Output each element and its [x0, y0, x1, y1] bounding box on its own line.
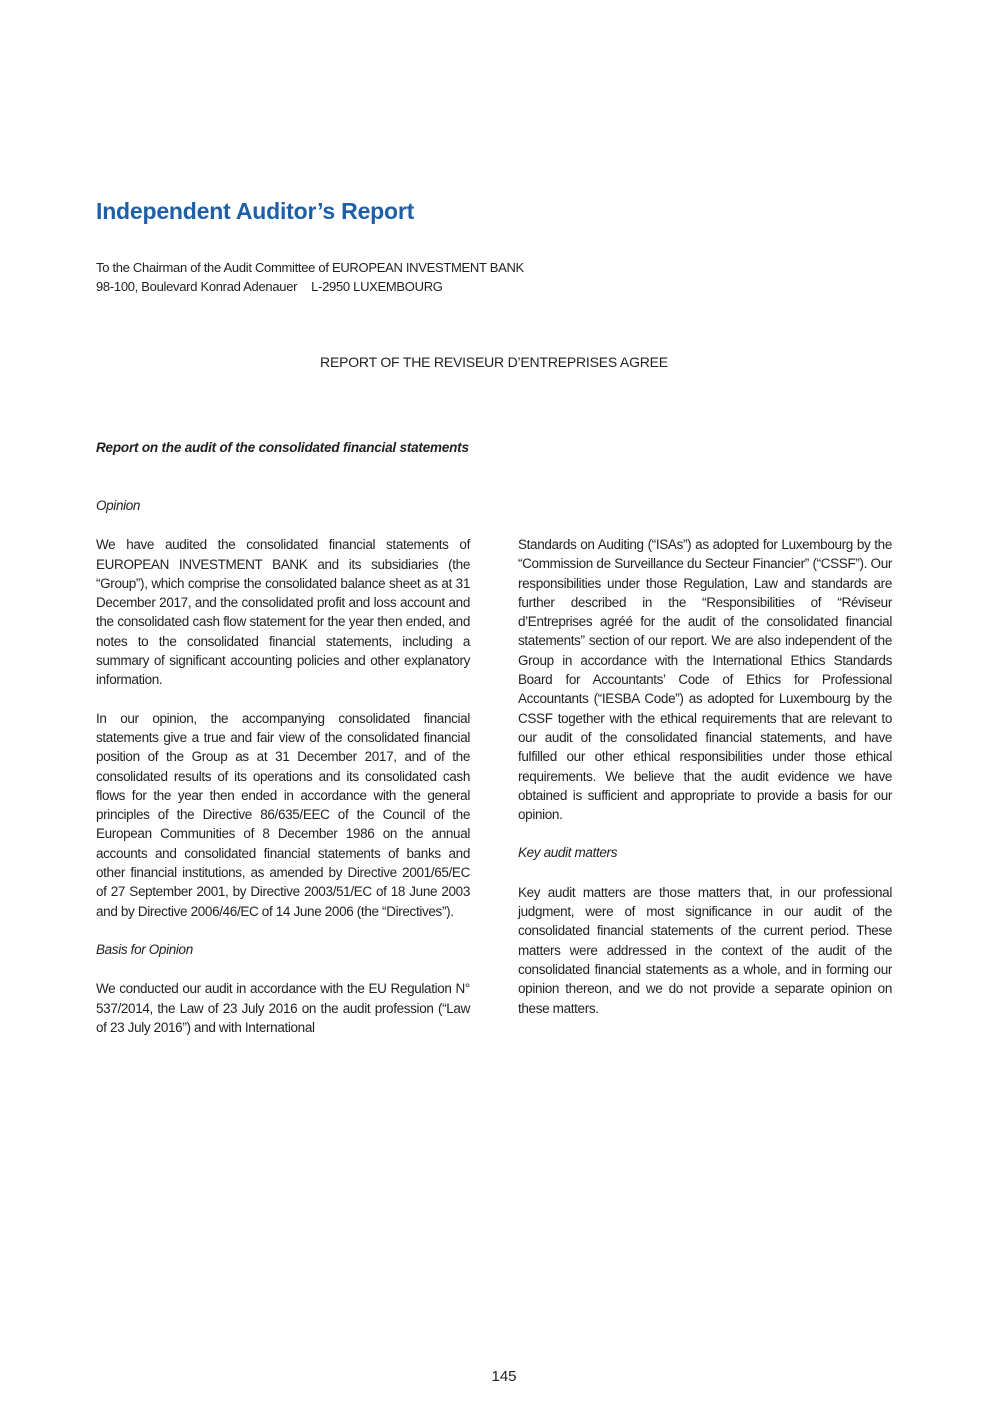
- section-heading: Report on the audit of the consolidated financial statements: [96, 440, 469, 455]
- opinion-paragraph-2: In our opinion, the accompanying consolidated financial statements give a true and fair view of the consolidated financial position of the Group as at 31 December 2017, and of the consolidated results of its operations and its consolidated cash flows for the year then ended in accordance with the general principles of the Directive 86/635/EEC of the Council of the European Communities of 8 December 1986 on the annual accounts and consolidated financial statements of banks and other financial institutions, as amended by Directive 2001/65/EC of 27 September 2001, by Directive 2003/51/EC of 18 June 2003 and by Directive 2006/46/EC of 14 June 2006 (the “Directives”).: [96, 710, 470, 919]
- key-audit-matters-paragraph: Key audit matters are those matters that, in our professional judgment, were of most significance in our audit of the consolidated financial statements of the current period. These matters were addressed in the context of the audit of the consolidated financial statements as a whole, and in forming our opinion thereon, and we do not provide a separate opinion on these matters.: [518, 884, 892, 1016]
- report-subtitle: REPORT OF THE REVISEUR D’ENTREPRISES AGREE: [320, 354, 668, 370]
- right-column: [518, 535, 892, 1037]
- basis-for-opinion-heading: Basis for Opinion: [96, 941, 193, 957]
- key-audit-matters-heading: Key audit matters: [518, 845, 618, 861]
- basis-paragraph: We conducted our audit in accordance with the EU Regulation N° 537/2014, the Law of 23 July 2016 on the audit profession (“Law of 23 July 2016”) and with International: [96, 981, 470, 1035]
- left-column: [96, 496, 470, 1056]
- address-street: 98-100, Boulevard Konrad Adenauer: [96, 279, 298, 294]
- opinion-paragraph-1: We have audited the consolidated financial statements of EUROPEAN INVESTMENT BANK and its subsidiaries (the “Group”), which comprise the consolidated balance sheet as at 31 December 2017, and the consolidated profit and loss account and the consolidated cash flow statement for the year then ended, and notes to the consolidated financial statements, including a summary of significant accounting policies and other explanatory information.: [96, 537, 470, 688]
- address-city: L-2950 LUXEMBOURG: [311, 279, 443, 294]
- addressee-line: To the Chairman of the Audit Committee of EUROPEAN INVESTMENT BANK: [96, 260, 524, 275]
- page-number: 145: [491, 1368, 517, 1385]
- addressee-block: [96, 258, 524, 296]
- page-title: Independent Auditor’s Report: [96, 198, 415, 224]
- basis-paragraph-continued: Standards on Auditing (“ISAs”) as adopted for Luxembourg by the “Commission de Surveillance du Secteur Financier” (“CSSF”). Our responsibilities under those Regulation, Law and standards are further described in the “Responsibilities of “Réviseur d’Entreprises agréé for the audit of the consolidated financial statements” section of our report. We are also independent of the Group in accordance with the International Ethics Standards Board for Accountants’ Code of Ethics for Professional Accountants (“IESBA Code”) as adopted for Luxembourg by the CSSF together with the ethical requirements that are relevant to our audit of the consolidated financial statements, and have fulfilled our other ethical responsibilities under those ethical requirements. We believe that the audit evidence we have obtained is sufficient and appropriate to provide a basis for our opinion.: [518, 537, 892, 823]
- opinion-heading: Opinion: [96, 498, 141, 513]
- address-line: [96, 277, 524, 296]
